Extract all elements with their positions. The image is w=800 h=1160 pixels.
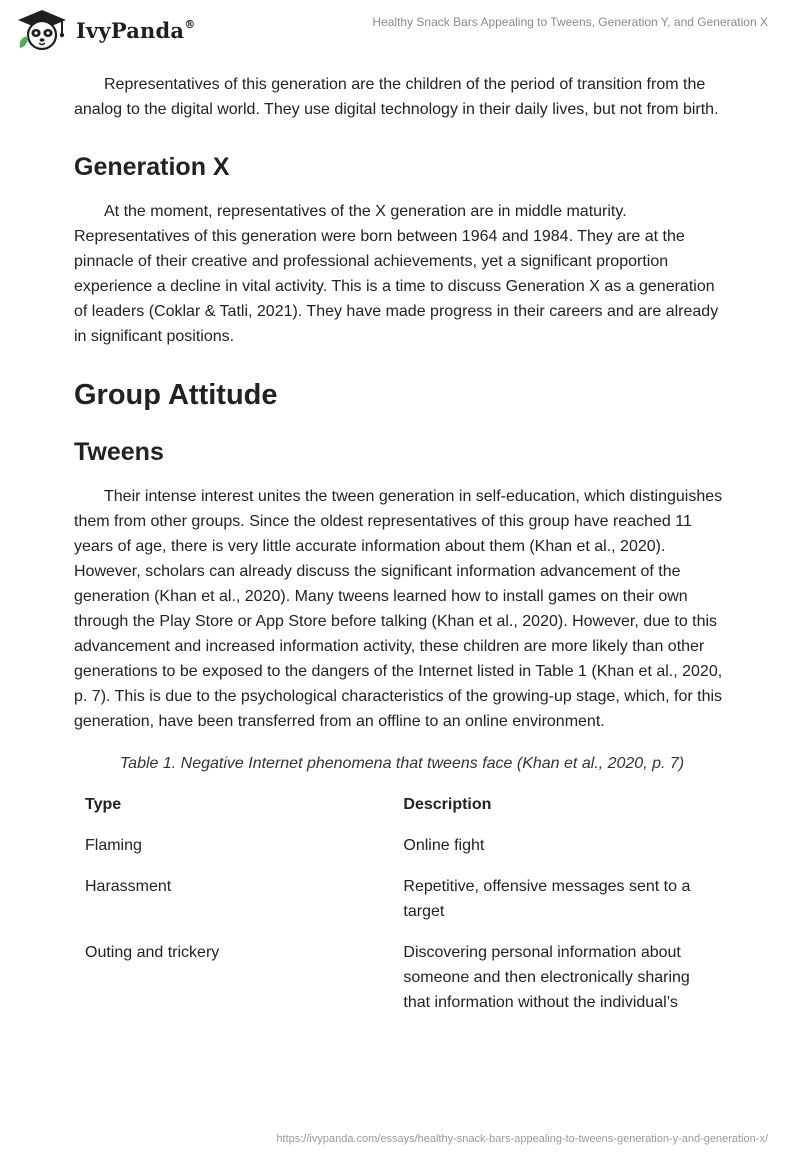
group-attitude-heading: Group Attitude (74, 379, 278, 411)
article-body (74, 72, 730, 1015)
table-cell-description: Online fight (403, 837, 485, 854)
registered-mark: ® (184, 17, 196, 31)
table-caption: Table 1. Negative Internet phenomena that tweens face (Khan et al., 2020, p. 7) (119, 755, 685, 772)
table-row (74, 940, 730, 1015)
ivypanda-logo[interactable] (14, 8, 195, 52)
tweens-heading: Tweens (74, 438, 164, 466)
page-header (0, 0, 800, 60)
table-row (74, 874, 730, 940)
intro-paragraph: Representatives of this generation are the children of the period of transition from the analog to the digital world. They use digital technology in their daily lives, but not from birth. (74, 76, 719, 118)
panda-mascot-icon (14, 8, 70, 52)
column-header-description: Description (403, 796, 492, 813)
phenomena-table (74, 792, 730, 1015)
table-cell-description: Repetitive, offensive messages sent to a target (403, 878, 691, 920)
tweens-paragraph: Their intense interest unites the tween generation in self-education, which distinguishes them from other groups. Since the oldest representatives of this group have reached 11 years of age, there is very little accurate information about them (Khan et al., 2020). However, scholars can already discuss the significant information advancement of the generation (Khan et al., 2020). Many tweens learned how to install games on their own through the Play Store or App Store before talking (Khan et al., 2020). However, due to this advancement and increased information activity, these children are more likely than other generations to be exposed to the dangers of the Internet listed in Table 1 (Khan et al., 2020, p. 7). This is due to the psychological characteristics of the growing-up stage, which, for this generation, have been transferred from an offline to an online environment. (74, 488, 723, 730)
table-row (74, 833, 730, 874)
generation-x-paragraph: At the moment, representatives of the X generation are in middle maturity. Representatives of this generation were born between 1964 and 1984. They are at the pinnacle of their creative and professional achievements, yet a significant proportion experience a decline in vital activity. This is a time to discuss Generation X as a generation of leaders (Coklar & Tatli, 2021). They have made progress in their careers and are already in significant positions. (74, 203, 719, 345)
table-cell-description: Discovering personal information about someone and then electronically sharing that information without the individual’s (403, 944, 690, 1011)
generation-x-heading: Generation X (74, 153, 230, 181)
table-header-row (74, 792, 730, 833)
document-title: Healthy Snack Bars Appealing to Tweens, Generation Y, and Generation X (372, 15, 768, 29)
table-cell-type: Outing and trickery (85, 944, 220, 961)
brand-name: IvyPanda® (76, 17, 196, 43)
source-url[interactable]: https://ivypanda.com/essays/healthy-snack-bars-appealing-to-tweens-generation-y-and-generation-x/ (276, 1133, 768, 1145)
table-cell-type: Harassment (85, 878, 172, 895)
column-header-type: Type (85, 796, 122, 813)
table-cell-type: Flaming (85, 837, 142, 854)
